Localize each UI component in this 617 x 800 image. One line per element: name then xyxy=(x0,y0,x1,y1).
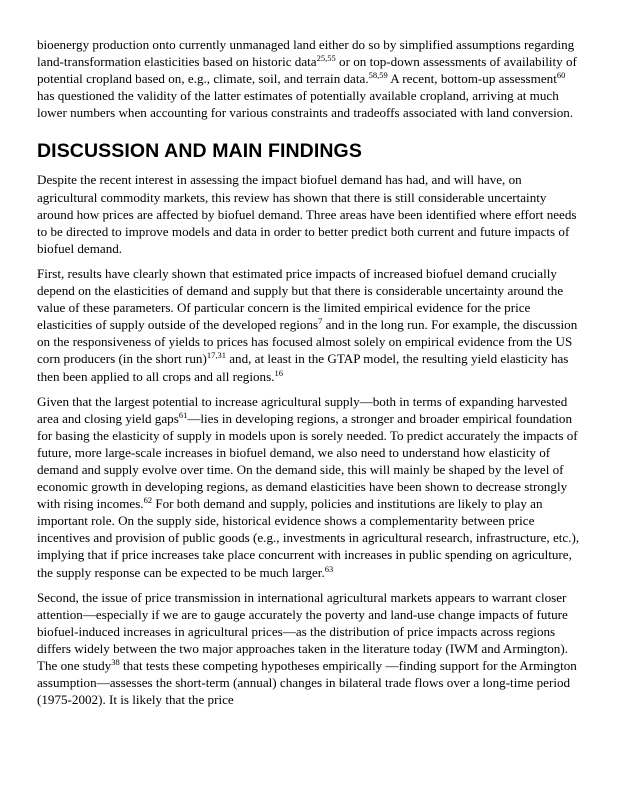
paragraph-2-text-2: and in the long run. For example, the discussion on the responsiveness of yields to prices has focused almost solely on empirical evidence from the US corn producers (in the short run) xyxy=(37,317,578,367)
citation-superscript: 17,31 xyxy=(206,350,226,361)
citation-superscript: 62 xyxy=(143,495,153,506)
paragraph-4-text-1: Second, the issue of price transmission in international agricultural markets appears to warrant closer attention—especially if we are to gauge accurately the poverty and land-use change impacts of future biofuel-induced increases in agricultural prices—as the distribution of price impacts across regions differs widely between the two major approaches taken in the literature today (IWM and Armington). The one study xyxy=(37,589,568,673)
paragraph-1-text: Despite the recent interest in assessing the impact biofuel demand has had, and will have, on agricultural commodity markets, this review has shown that there is still considerable uncertainty around how prices are affected by biofuel demand. Three areas have been identified where effort needs to be directed to improve models and data in order to better predict both current and future impacts of biofuel demand. xyxy=(37,172,577,256)
document-page xyxy=(37,36,583,716)
intro-paragraph xyxy=(37,36,583,121)
paragraph-4-text-2: that tests these competing hypotheses empirically —finding support for the Armington assumption—assesses the short-term (annual) changes in bilateral trade flows over a long-time period (1975-2002). It is likely that the price xyxy=(37,658,577,708)
citation-superscript: 38 xyxy=(111,657,120,667)
paragraph-3-text-3: For both demand and supply, policies and institutions are likely to play an important role. On the supply side, historical evidence shows a complementarity between price incentives and provision of public goods (e.g., investments in agricultural research, infrastructure, etc.), implying that if price increases take place concurrent with increases in public spending on agriculture, the supply response can be expected to be much larger. xyxy=(37,496,580,580)
paragraph-3-text-2: —lies in developing regions, a stronger and broader empirical foundation for basing the elasticity of supply in models upon is sorely needed. To predict accurately the impacts of future, more large-scale increases in biofuel demand, we also need to understand how elasticity of demand and supply evolve over time. On the demand side, this will mainly be shaped by the level of economic growth in developing regions, as demand elasticities have been shown to decrease strongly with rising incomes. xyxy=(37,410,578,512)
section-heading: DISCUSSION AND MAIN FINDINGS xyxy=(37,140,362,163)
citation-superscript: 63 xyxy=(324,563,334,574)
paragraph-2 xyxy=(37,265,583,385)
paragraph-3-text-1: Given that the largest potential to increase agricultural supply—both in terms of expanding harvested area and closing yield gaps xyxy=(37,393,568,426)
paragraph-2-text-1: First, results have clearly shown that estimated price impacts of increased biofuel demand crucially depend on the elasticities of demand and supply but that there is considerable uncertainty around the value of these parameters. Of particular concern is the limited empirical evidence for the price elasticities of supply outside of the developed regions xyxy=(37,265,564,333)
citation-superscript: 25,55 xyxy=(316,53,336,64)
paragraph-4 xyxy=(37,589,583,709)
paragraph-2-text-3: and, at least in the GTAP model, the resulting yield elasticity has then been applied to all crops and all regions. xyxy=(37,351,569,384)
citation-superscript: 61 xyxy=(178,409,188,420)
intro-text-3: A recent, bottom-up assessment xyxy=(387,71,557,87)
citation-superscript: 7 xyxy=(318,316,323,327)
paragraph-1 xyxy=(37,171,583,256)
citation-superscript: 60 xyxy=(556,70,566,81)
citation-superscript: 58,59 xyxy=(368,70,388,81)
intro-text-4: has questioned the validity of the latter estimates of potentially available cropland, arriving at much lower numbers when accounting for various constraints and tradeoffs associated with land conversion. xyxy=(37,88,574,121)
paragraph-3 xyxy=(37,393,583,581)
citation-superscript: 16 xyxy=(274,367,283,378)
intro-text-1: bioenergy production onto currently unmanaged land either do so by simplified assumptions regarding land-transformation elasticities based on historic data xyxy=(37,37,575,70)
intro-text-2: or on top-down assessments of availability of potential cropland based on, e.g., climate, soil, and terrain data. xyxy=(37,54,577,87)
